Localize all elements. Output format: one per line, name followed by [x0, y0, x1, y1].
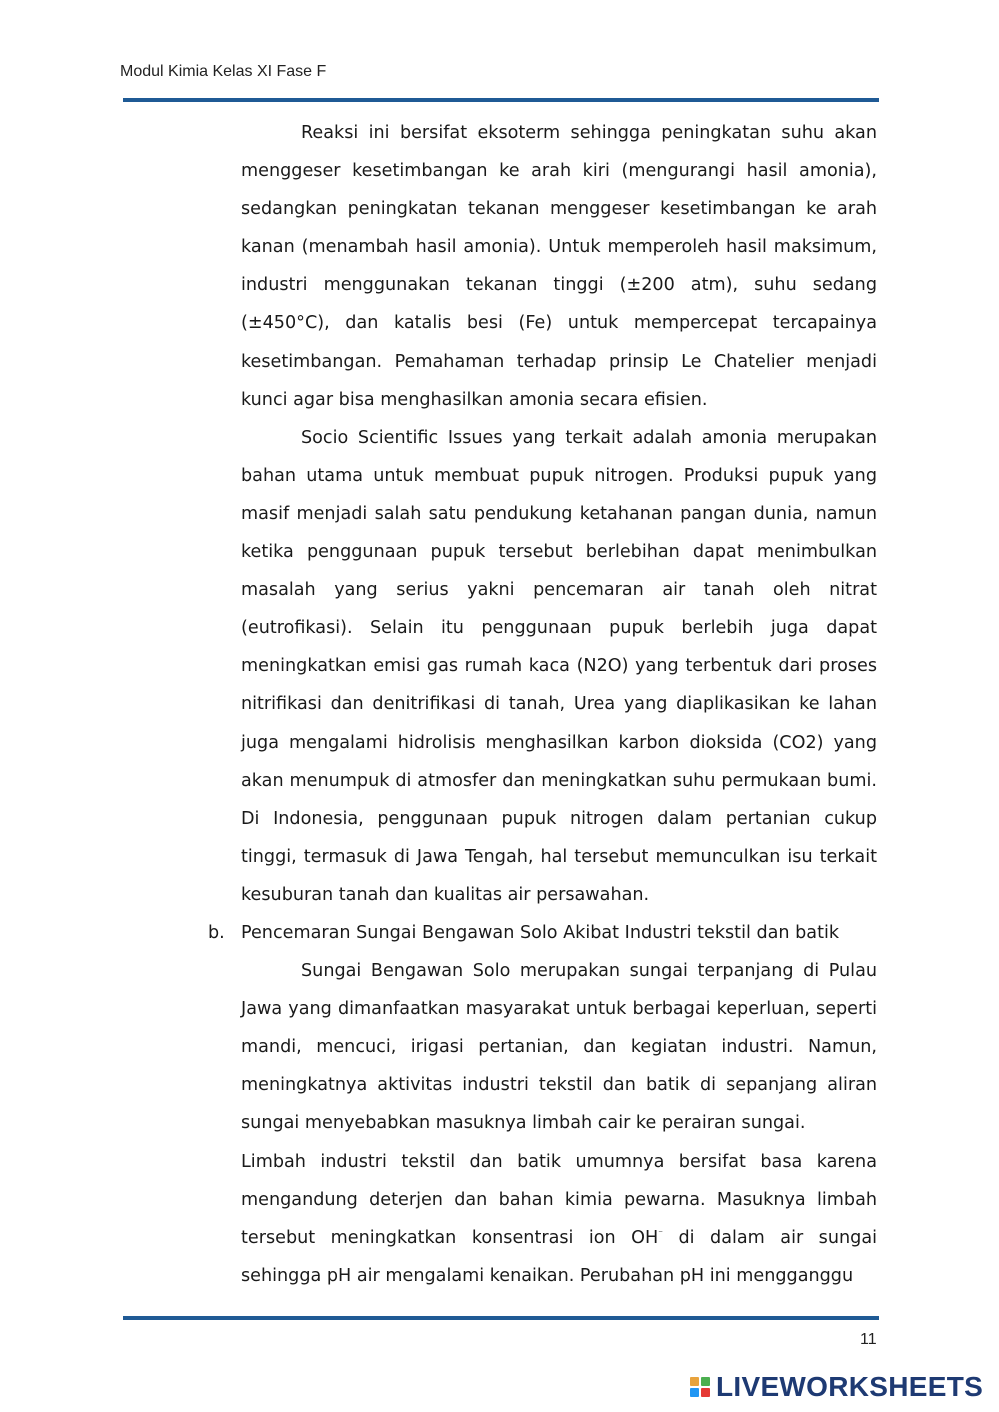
page-header-title: Modul Kimia Kelas XI Fase F [120, 63, 327, 80]
hydroxide-charge: ⁻ [658, 1228, 664, 1239]
paragraph-bengawan-solo: Sungai Bengawan Solo merupakan sungai terpanjang di Pulau Jawa yang dimanfaatkan masyarakat untuk berbagai keperluan, seperti mandi, mencuci, irigasi pertanian, dan kegiatan industri. Namun, meningkatnya aktivitas industri tekstil dan batik di sepanjang aliran sungai menyebabkan masuknya limbah cair ke perairan sungai. [241, 961, 877, 1134]
paragraph-equilibrium: Reaksi ini bersifat eksoterm sehingga peningkatan suhu akan menggeser kesetimbangan ke arah kiri (mengurangi hasil amonia), sedangkan peningkatan tekanan menggeser kesetimbangan ke arah kanan (menambah hasil amonia). Untuk memperoleh hasil maksimum, industri menggunakan tekanan tinggi (±200 atm), suhu sedang (±450°C), dan katalis besi (Fe) untuk mempercepat tercapainya kesetimbangan. Pemahaman terhadap prinsip Le Chatelier menjadi kunci agar bisa menghasilkan amonia secara efisien. [241, 123, 877, 410]
paragraph-waste-ph-text-2: di dalam air sungai sehingga pH air mengalami kenaikan. Perubahan pH ini mengganggu [241, 1227, 877, 1286]
paragraph-socio-scientific-issues: Socio Scientific Issues yang terkait adalah amonia merupakan bahan utama untuk membuat pupuk nitrogen. Produksi pupuk yang masif menjadi salah satu pendukung ketahanan pangan dunia, namun ketika penggunaan pupuk tersebut berlebihan dapat menimbulkan masalah yang serius yakni pencemaran air tanah oleh nitrat (eutrofikasi). Selain itu penggunaan pupuk berlebih juga dapat meningkatkan emisi gas rumah kaca (N2O) yang terbentuk dari proses nitrifikasi dan denitrifikasi di tanah, Urea yang diaplikasikan ke lahan juga mengalami hidrolisis menghasilkan karbon dioksida (CO2) yang akan menumpuk di atmosfer dan meningkatkan suhu permukaan bumi. Di Indonesia, penggunaan pupuk nitrogen dalam pertanian cukup tinggi, termasuk di Jawa Tengah, hal tersebut memunculkan isu terkait kesuburan tanah dan kualitas air persawahan. [241, 427, 877, 905]
list-item-b [208, 914, 877, 952]
header-divider [123, 98, 879, 102]
list-marker: b. [208, 922, 225, 943]
liveworksheets-logo[interactable] [690, 1372, 983, 1402]
page-number: 11 [860, 1331, 877, 1348]
paragraph-waste-ph-text-1: Limbah industri tekstil dan batik umumnya bersifat basa karena mengandung deterjen dan bahan kimia pewarna. Masuknya limbah tersebut meningkatkan konsentrasi ion OH [241, 1151, 877, 1248]
footer-divider [123, 1316, 879, 1320]
liveworksheets-logo-icon [690, 1377, 710, 1397]
paragraph-waste-ph [241, 1143, 877, 1295]
liveworksheets-logo-text: LIVEWORKSHEETS [716, 1371, 984, 1402]
document-body [208, 114, 877, 1295]
list-item-heading: Pencemaran Sungai Bengawan Solo Akibat Industri tekstil dan batik [241, 922, 840, 943]
